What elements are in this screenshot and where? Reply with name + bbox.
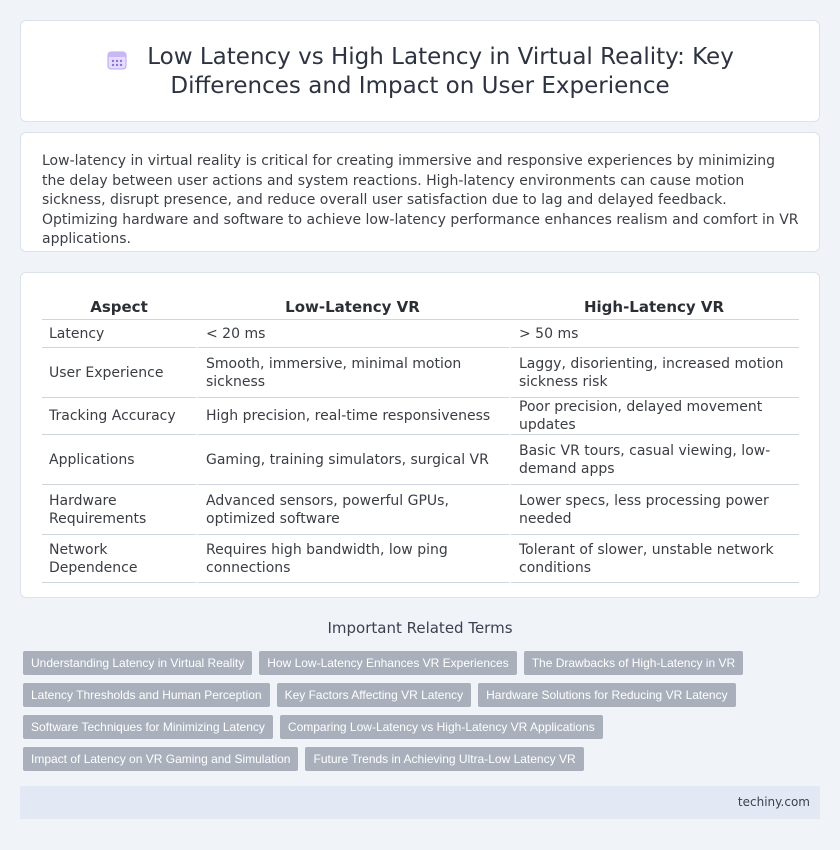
table-cell: Lower specs, less processing power needed	[509, 485, 799, 535]
table-cell: User Experience	[42, 348, 196, 398]
table-header-aspect: Aspect	[42, 294, 196, 320]
tag-row	[23, 651, 783, 675]
table-cell: Laggy, disorienting, increased motion sickness risk	[509, 348, 799, 398]
table-cell: Hardware Requirements	[42, 485, 196, 535]
related-term-tag[interactable]: Impact of Latency on VR Gaming and Simulation	[23, 747, 298, 771]
table-row	[42, 348, 799, 398]
table-cell: High precision, real-time responsiveness	[196, 398, 509, 435]
page-title: Low Latency vs High Latency in Virtual Reality: Key Differences and Impact on User Experience	[147, 44, 734, 99]
related-term-tag[interactable]: The Drawbacks of High-Latency in VR	[524, 651, 743, 675]
comparison-card	[20, 272, 820, 598]
table-row	[42, 535, 799, 583]
related-term-tag[interactable]: Comparing Low-Latency vs High-Latency VR Applications	[280, 715, 603, 739]
tag-row	[23, 683, 783, 707]
related-terms-title: Important Related Terms	[327, 619, 513, 637]
table-cell: Applications	[42, 435, 196, 485]
footer-brand[interactable]: techiny.com	[737, 795, 810, 809]
table-header-low-latency: Low-Latency VR	[196, 294, 509, 320]
table-cell: Network Dependence	[42, 535, 196, 583]
intro-paragraph: Low-latency in virtual reality is critical for creating immersive and responsive experiences by minimizing the delay between user actions and system reactions. High-latency environments can cause motion sickness, disrupt presence, and reduce overall user satisfaction due to lag and delayed feedback. Optimizing hardware and software to achieve low-latency performance enhances realism and comfort in VR applications.	[42, 153, 799, 247]
table-cell: Gaming, training simulators, surgical VR	[196, 435, 509, 485]
intro-card	[20, 132, 820, 252]
tag-row	[23, 715, 783, 739]
table-row	[42, 485, 799, 535]
table-cell: Advanced sensors, powerful GPUs, optimized software	[196, 485, 509, 535]
table-row	[42, 320, 799, 348]
table-row	[42, 435, 799, 485]
related-term-tag[interactable]: Hardware Solutions for Reducing VR Latency	[478, 683, 735, 707]
calendar-icon	[106, 49, 128, 71]
header-card	[20, 20, 820, 122]
footer	[20, 786, 820, 819]
related-term-tag[interactable]: Understanding Latency in Virtual Reality	[23, 651, 252, 675]
table-cell: Latency	[42, 320, 196, 348]
table-cell: Basic VR tours, casual viewing, low-demand apps	[509, 435, 799, 485]
table-header-high-latency: High-Latency VR	[509, 294, 799, 320]
tag-row	[23, 747, 783, 771]
table-cell: Poor precision, delayed movement updates	[509, 398, 799, 435]
title-wrap	[61, 43, 779, 101]
related-term-tag[interactable]: Future Trends in Achieving Ultra-Low Latency VR	[305, 747, 583, 771]
table-cell: < 20 ms	[196, 320, 509, 348]
related-term-tag[interactable]: Software Techniques for Minimizing Latency	[23, 715, 273, 739]
table-row	[42, 398, 799, 435]
table-cell: Tracking Accuracy	[42, 398, 196, 435]
table-cell: Requires high bandwidth, low ping connections	[196, 535, 509, 583]
related-term-tag[interactable]: Latency Thresholds and Human Perception	[23, 683, 270, 707]
related-terms-list	[23, 651, 783, 779]
table-cell: Tolerant of slower, unstable network conditions	[509, 535, 799, 583]
table-cell: > 50 ms	[509, 320, 799, 348]
comparison-table	[42, 294, 799, 583]
related-term-tag[interactable]: How Low-Latency Enhances VR Experiences	[259, 651, 516, 675]
table-cell: Smooth, immersive, minimal motion sickness	[196, 348, 509, 398]
related-term-tag[interactable]: Key Factors Affecting VR Latency	[277, 683, 472, 707]
